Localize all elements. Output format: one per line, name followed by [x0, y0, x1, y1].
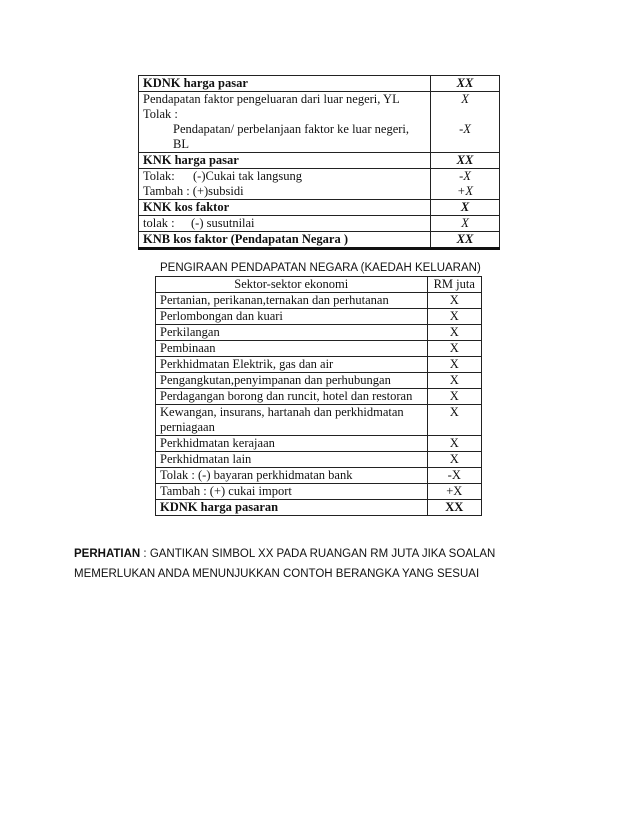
row-value: X: [427, 357, 481, 373]
note-label: PERHATIAN: [74, 548, 141, 560]
table-row: [139, 216, 500, 232]
table-row: [156, 325, 482, 341]
row-prefix: Tolak:: [143, 169, 175, 183]
row-label: Tolak : (-) bayaran perkhidmatan bank: [156, 468, 428, 484]
table-row: [156, 293, 482, 309]
table-row: [156, 484, 482, 500]
row-value: X: [427, 452, 481, 468]
table-row: [139, 200, 500, 216]
row-value: X: [427, 373, 481, 389]
row-label: KNB kos faktor (Pendapatan Negara ): [139, 232, 431, 249]
table-row: [156, 373, 482, 389]
column-header: Sektor-sektor ekonomi: [156, 277, 428, 293]
row-prefix: Tambah : (+)subsidi: [143, 184, 244, 198]
table-row: [156, 309, 482, 325]
income-table: [138, 75, 500, 250]
row-label-text: (-)Cukai tak langsung: [193, 169, 303, 183]
row-label-line: perniagaan: [160, 420, 215, 434]
table-row: [139, 76, 500, 92]
sector-table: [155, 276, 482, 516]
row-value: [431, 169, 500, 200]
row-value: X: [427, 325, 481, 341]
row-label: Pembinaan: [156, 341, 428, 357]
row-value: X: [427, 293, 481, 309]
row-label: Perkhidmatan Elektrik, gas dan air: [156, 357, 428, 373]
row-value: +X: [427, 484, 481, 500]
row-label: [139, 92, 431, 153]
row-value-line: +X: [456, 184, 474, 198]
row-label: KNK kos faktor: [139, 200, 431, 216]
row-value-line: X: [461, 92, 469, 106]
row-label-line: Kewangan, insurans, hartanah dan perkhidmatan: [160, 405, 404, 419]
note-text: MEMERLUKAN ANDA MENUNJUKKAN CONTOH BERANGKA YANG SESUAI: [74, 568, 480, 580]
column-header: RM juta: [427, 277, 481, 293]
table-header-row: [156, 277, 482, 293]
row-value: XX: [431, 232, 500, 249]
row-label: Pengangkutan,penyimpanan dan perhubungan: [156, 373, 428, 389]
row-prefix: tolak :: [143, 216, 175, 230]
row-label: KNK harga pasar: [139, 153, 431, 169]
note-block: [74, 544, 574, 584]
table-row: [156, 341, 482, 357]
row-value: X: [427, 309, 481, 325]
section-title: PENGIRAAN PENDAPATAN NEGARA (KAEDAH KELUARAN): [160, 262, 481, 274]
row-value: XX: [427, 500, 481, 516]
table-row: [156, 452, 482, 468]
row-value: X: [427, 405, 481, 436]
row-label-line: Pendapatan/ perbelanjaan faktor ke luar negeri, BL: [173, 122, 409, 151]
row-label-text: (-) susutnilai: [191, 216, 255, 230]
row-value: [431, 92, 500, 153]
row-value: X: [427, 389, 481, 405]
table-row: [156, 500, 482, 516]
row-value: -X: [427, 468, 481, 484]
table-row: [156, 436, 482, 452]
row-label-line: Pendapatan faktor pengeluaran dari luar negeri, YL: [143, 92, 400, 106]
table-row: [156, 468, 482, 484]
note-text: : GANTIKAN SIMBOL XX PADA RUANGAN RM JUTA JIKA SOALAN: [140, 548, 496, 560]
row-label: [139, 169, 431, 200]
row-value: X: [431, 200, 500, 216]
row-label: KDNK harga pasar: [139, 76, 431, 92]
row-label: Perdagangan borong dan runcit, hotel dan restoran: [156, 389, 428, 405]
table-row: [156, 389, 482, 405]
table-row: [139, 232, 500, 249]
row-label: Perlombongan dan kuari: [156, 309, 428, 325]
row-label: Tambah : (+) cukai import: [156, 484, 428, 500]
row-value: X: [427, 436, 481, 452]
table-row: [139, 92, 500, 153]
row-label: [156, 405, 428, 436]
row-label: Perkhidmatan lain: [156, 452, 428, 468]
row-value-line: -X: [459, 122, 471, 136]
row-value: X: [431, 216, 500, 232]
row-label: Perkilangan: [156, 325, 428, 341]
row-label: KDNK harga pasaran: [156, 500, 428, 516]
table-row: [156, 405, 482, 436]
table-row: [139, 153, 500, 169]
row-label-line: Tolak :: [143, 107, 178, 121]
row-value: XX: [431, 153, 500, 169]
row-value: XX: [431, 76, 500, 92]
table-row: [156, 357, 482, 373]
row-value-line: -X: [459, 169, 471, 183]
row-label: [139, 216, 431, 232]
row-label: Perkhidmatan kerajaan: [156, 436, 428, 452]
row-label: Pertanian, perikanan,ternakan dan perhutanan: [156, 293, 428, 309]
row-value: X: [427, 341, 481, 357]
table-row: [139, 169, 500, 200]
